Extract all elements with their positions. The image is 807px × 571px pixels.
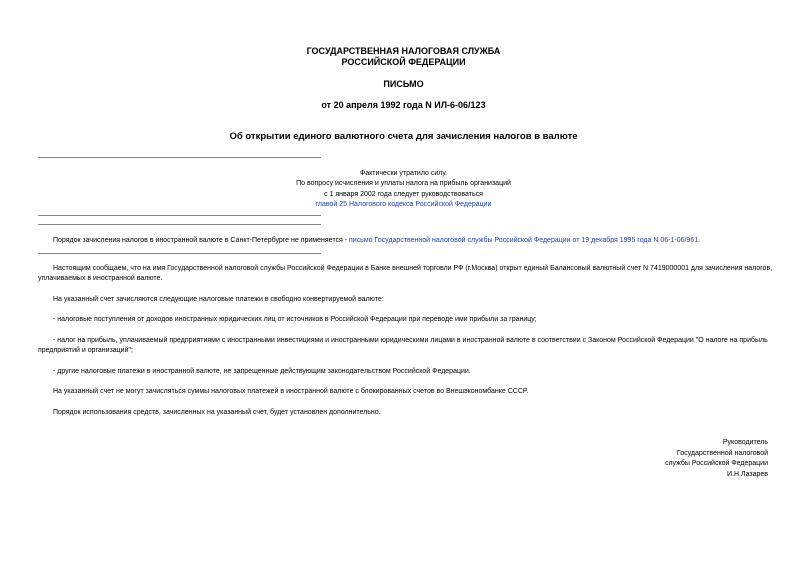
tax-code-chapter-link[interactable]: главой 25 Налогового кодекса Российской Федерации: [315, 201, 492, 209]
signature-name: И.Н.Лазарев: [727, 470, 768, 478]
paragraph-blocked-accounts: На указанный счет не могут зачисляться суммы налоговых платежей в иностранной валюте с блокированных счетов во Внешэкономбанке СССР.: [53, 388, 529, 395]
divider-top: [38, 157, 321, 158]
divider-bottom: [38, 253, 321, 254]
signature-block: [568, 438, 768, 480]
header-agency-line1: ГОСУДАРСТВЕННАЯ НАЛОГОВАЯ СЛУЖБА: [306, 46, 501, 56]
paragraph-item-foreign-income: - налоговые поступления от доходов иностранных юридических лиц от источников в Российской Федерации при переводе ими прибыли за границу;: [53, 316, 537, 323]
status-note-line1: Фактически утратило силу.: [359, 170, 448, 177]
status-note-line2: По вопросу исчисления и уплаты налога на прибыль организаций: [296, 180, 511, 188]
paragraph-payments-intro: На указанный счет зачисляются следующие налоговые платежи в свободно конвертируемой валюте:: [53, 296, 384, 303]
status-note-line3: с 1 января 2002 года следует руководствоваться: [324, 190, 483, 198]
divider-middle-1: [38, 215, 321, 216]
document-date-number: от 20 апреля 1992 года N ИЛ-6-06/123: [321, 100, 486, 110]
status-note: [250, 169, 557, 211]
document-title: Об открытии единого валютного счета для зачисления налогов в валюте: [229, 131, 578, 142]
divider-middle-2: [38, 224, 321, 225]
procedure-end: .: [698, 237, 701, 244]
signature-position: Руководитель: [722, 439, 768, 446]
paragraph-item-other-payments: - другие налоговые платежи в иностранной валюте, не запрещенные действующим законодательством Российской Федерации.: [53, 368, 471, 375]
paragraph-item-profit-tax: - налог на прибыль, уплачиваемый предприятиями с иностранными инвестициями и иностранными юридическими лицами в иностранной валюте в соответствии с Законом Российской Федерации "О налоге на прибыль предприятий и организаций";: [38, 337, 768, 354]
signature-organization-line1: Государственной налоговой: [676, 449, 768, 457]
header-agency-line2: РОССИЙСКОЙ ФЕДЕРАЦИИ: [341, 57, 466, 67]
paragraph-account-opened: Настоящим сообщаем, что на имя Государственной налоговой службы Российской Федерации в Банке внешней торговли РФ (г.Москва) открыт единый Балансовый валютный счет N 7419000001 для зачисления налогов, уплачиваемых в иностранной валюте.: [38, 265, 773, 282]
procedure-text: Порядок зачисления налогов в иностранной валюте в Санкт-Петербурге не применяется -: [53, 237, 349, 244]
document-type: ПИСЬМО: [383, 79, 424, 89]
procedure-paragraph: [38, 236, 773, 246]
paragraph-usage-order: Порядок использования средств, зачисленных на указанный счет, будет установлен дополнительно.: [53, 409, 381, 416]
signature-organization-line2: службы Российской Федерации: [664, 460, 768, 468]
letter-1995-link[interactable]: письмо Государственной налоговой службы Российской Федерации от 19 декабря 1995 года N 06-1-06/961: [348, 237, 699, 244]
